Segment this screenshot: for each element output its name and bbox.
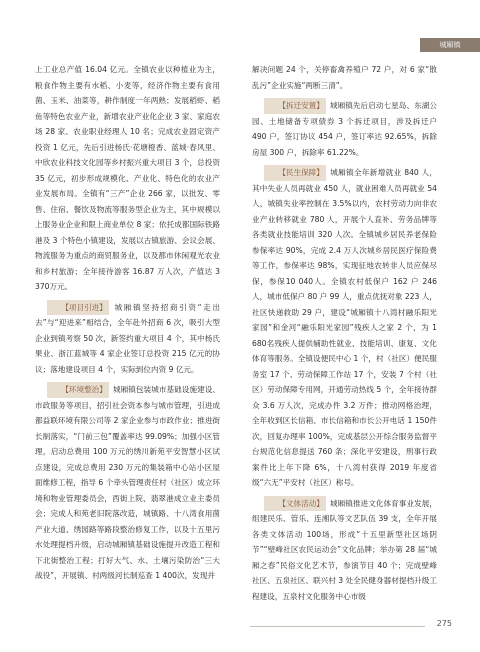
section-body: 城厢镇包装城市基础设施建设、市政服务等项目，招引社会资本参与城市管理，引进成都益联环境有限公司等 2 家企业参与市政作业；推进街长制落实，“门前三包”覆盖率达 99.09%；加强小区管理，启动总费用 100 万元的绣川新苑平安智慧小区试点建设，完成总费用 230 万元的集装箱中心站小区屋面维修工程，指导 6 个牵头管理责任村（社区）成立环境和物业管理委员会，西街上院、翡翠港成立业主委员会；完成人和苑老旧院落改造，城镇路、十八湾食用菌产业大道、绣园路等路段整治修复工作，以及十五里污水处理提档升级，启动城厢镇基础设施提升改造工程和下北街整治工程；打好大气、水、土壤污染防治“三大战役”，开展镇、村两级河长制巡查 1 400次，发现并: [35, 385, 220, 580]
section-project-introduction: [35, 300, 220, 378]
footer-divider: [250, 626, 425, 627]
paragraph-continued: 解决问题 24 个，关停畜禽养殖户 72 户，对 6 家“散乱污”企业实施“两断三清”。: [252, 65, 437, 90]
section-livelihood: [252, 165, 437, 491]
section-body: 城厢镇先后启动七星岛、东湖公园、土地储备专项债券 3 个拆迁项目，涉及拆迁户 490 户，签订协议 454 户，签订率达 92.65%，拆除房屋 300 户，拆除率 61.22%。: [252, 101, 437, 157]
paragraph-agriculture: 上工业总产值 16.04 亿元。全镇农业以种植业为主，粮食作物主要有水稻、小麦等，经济作物主要有食用菌、玉米、油菜等，耕作制度一年两熟；发展稻虾、稻鱼等特色农业产业，新增农业产业化企业 3 家、家庭农场 28 家、农业职业经理人 10 名；完成农业固定资产投资 1 亿元，先后引进杨氏·花塘橙香、蓝城·春风里、中欣农业科技文化园等乡村振兴重大项目 3 个，总投资 35 亿元，初步形成规模化、产业化、特色化的农业产业发展布局。全镇有“三产”企业 266 家，以批发、零售、住宿、餐饮及物流等服务型企业为主，其中规模以上服务业企业和限上商业单位 8 家；依托成都国际铁路港及 3 个特色小镇建设，发展以古镇旅游、会议会展、物流服务为重点的商贸服务业，以及都市休闲观光农业和乡村旅游；全年接待游客 16.87 万人次，产值达 3 370万元。: [35, 65, 220, 291]
section-heading: 【文体活动】: [264, 496, 326, 512]
section-body: 城厢镇推进文化体育事业发展，组建民乐、管乐、连湘队等文艺队伍 39 支，全年开展各类文体活动 100场，形成“十五里新型社区场阴节”“壁峰社区农民运动会”文化品牌；举办第 28 届“城厢之春”民俗文化艺术节，参演节目 40 个；完成壁峰社区、五泉社区、联兴村 3 处全民健身器材提档升级工程建设，五泉村文化服务中心市级: [252, 498, 437, 601]
section-heading: 【项目引进】: [47, 300, 109, 316]
section-body: 城厢镇全年新增就业 840 人，其中失业人员再就业 450 人，就业困难人员再就业 54 人，城镇失业率控制在 3.5%以内，农村劳动力向非农业产业转移就业 780 人，开展个人直补、劳务品牌等各类就业技能培训 320 人次。全镇城乡居民养老保险参保率达 90%，完成 2.4 万人次城乡居民医疗保险费等工作，参保率达 98%，实现征地农转非人员应保尽保，参保10 040人。全镇农村低保户 162 户 246 人，城市低保户 80 户 99 人，重点优抚对象 223 人，社区快递救助 29 户，建设“城厢镇十八湾村融乐阳光家园”和金河“融乐阳光家园”残疾人之家 2 个，为 1 680名残疾人提供辅助性就业、技能培训、康复、文化体育等服务。全镇设便民中心 1 个，村（社区）便民服务室 17 个、劳动保障工作站 17 个，安装 7 个村（社区）劳动保障专用网，开通劳动热线 5 个，全年接待群众 3.6 万人次，完成办件 3.2 万件；推动网格治理，全年收到区长信箱、市长信箱和市长公开电话 1 150件次，回复办理率 100%，完成基层公开综合服务监督平台规范化信息提送 760 条；深化平安建设，刑事行政案件比上年下降 6%，十八湾村获得 2019 年度省级“六无”平安村（社区）称号。: [252, 168, 437, 487]
section-heading: 【民生保障】: [264, 165, 326, 181]
right-column: [252, 62, 437, 632]
chapter-tab: 城厢镇: [420, 38, 480, 52]
left-column: [35, 62, 220, 632]
page-number: 275: [430, 619, 452, 628]
section-environment: [35, 382, 220, 584]
section-heading: 【拆迁安置】: [264, 98, 326, 114]
section-culture-sports: [252, 496, 437, 605]
section-body: 城厢镇坚持招商引资“走出去”与“迎进来”相结合，全年赴外招商 6 次，吸引大型企业到镇考察 50 次，新签约重大项目 4 个，其中杨氏果业、浙江蓝城等 4 家企业签订总投资 215 亿元的协议；落地建设项目 4 个，实际到位内资 9 亿元。: [35, 302, 220, 374]
section-demolition: [252, 98, 437, 160]
section-heading: 【环境整治】: [47, 382, 109, 398]
